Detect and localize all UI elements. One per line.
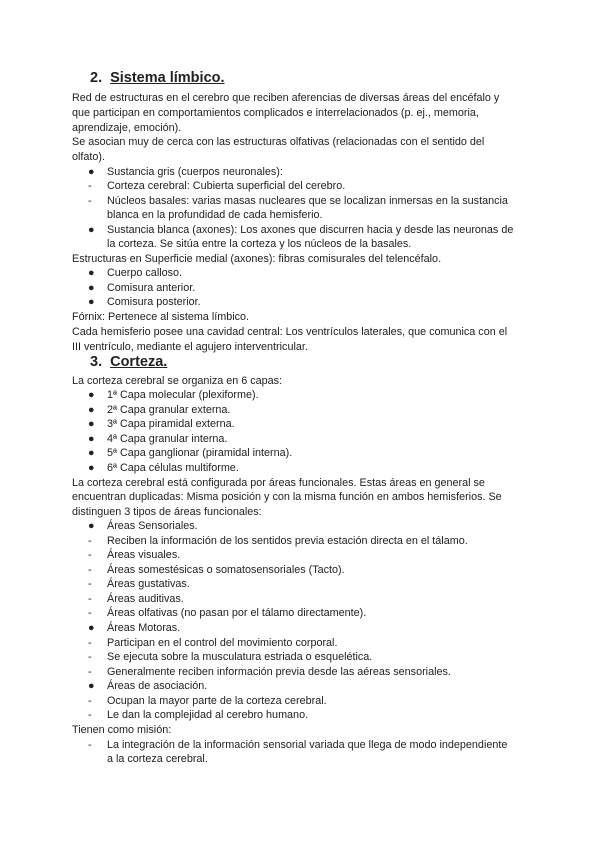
dash-marker: - bbox=[88, 666, 92, 678]
areas-intro-line: La corteza cerebral está configurada por áreas funcionales. Estas áreas en general se bbox=[72, 477, 485, 489]
list-item: 6ª Capa células multiforme. bbox=[107, 462, 239, 474]
dash-marker: - bbox=[88, 651, 92, 663]
list-item: Comisura anterior. bbox=[107, 282, 196, 294]
list-item: 4ª Capa granular interna. bbox=[107, 433, 228, 445]
medial-structures-line: Estructuras en Superficie medial (axones): fibras comisurales del telencéfalo. bbox=[72, 253, 442, 265]
intro-line: que participan en comportamientos complicados e interrelacionados (p. ej., memoria, bbox=[72, 107, 479, 119]
list-item: Áreas somestésicas o somatosensoriales (Tacto). bbox=[107, 564, 345, 576]
list-item-continuation: blanca en la profundidad de cada hemisferio. bbox=[107, 209, 323, 221]
list-item: Áreas auditivas. bbox=[107, 593, 184, 605]
fornix-line: Fórnix: Pertenece al sistema límbico. bbox=[72, 311, 250, 323]
bullet-marker: ● bbox=[88, 418, 95, 430]
list-item: 1ª Capa molecular (plexiforme). bbox=[107, 389, 259, 401]
list-item: Áreas olfativas (no pasan por el tálamo directamente). bbox=[107, 607, 367, 619]
list-item: 2ª Capa granular externa. bbox=[107, 404, 231, 416]
list-item: Comisura posterior. bbox=[107, 296, 201, 308]
dash-marker: - bbox=[88, 709, 92, 721]
bullet-marker: ● bbox=[88, 680, 95, 692]
section-3-title: Corteza. bbox=[110, 354, 168, 370]
section-2-heading bbox=[90, 70, 225, 86]
dash-marker: - bbox=[88, 607, 92, 619]
bullet-marker: ● bbox=[88, 462, 95, 474]
section-2-title: Sistema límbico. bbox=[110, 70, 225, 86]
layers-intro: La corteza cerebral se organiza en 6 capas: bbox=[72, 375, 283, 387]
bullet-marker: ● bbox=[88, 166, 95, 178]
dash-marker: - bbox=[88, 637, 92, 649]
dash-marker: - bbox=[88, 195, 92, 207]
list-item: Sustancia gris (cuerpos neuronales): bbox=[107, 166, 283, 178]
bullet-marker: ● bbox=[88, 296, 95, 308]
list-item: Áreas Sensoriales. bbox=[107, 520, 198, 532]
section-3-heading bbox=[90, 354, 167, 370]
bullet-marker: ● bbox=[88, 520, 95, 532]
list-item: Corteza cerebral: Cubierta superficial del cerebro. bbox=[107, 180, 346, 192]
list-item: Participan en el control del movimiento corporal. bbox=[107, 637, 338, 649]
section-3-number: 3. bbox=[90, 354, 103, 370]
olfactory-line: olfato). bbox=[72, 151, 106, 163]
bullet-marker: ● bbox=[88, 389, 95, 401]
dash-marker: - bbox=[88, 535, 92, 547]
dash-marker: - bbox=[88, 180, 92, 192]
list-item: Áreas gustativas. bbox=[107, 578, 190, 590]
dash-marker: - bbox=[88, 593, 92, 605]
list-item: Áreas Motoras. bbox=[107, 622, 181, 634]
dash-marker: - bbox=[88, 695, 92, 707]
dash-marker: - bbox=[88, 564, 92, 576]
dash-marker: - bbox=[88, 739, 92, 751]
list-item: Áreas de asociación. bbox=[107, 680, 208, 692]
bullet-marker: ● bbox=[88, 622, 95, 634]
cavity-line: Cada hemisferio posee una cavidad central: Los ventrículos laterales, que comunica con el bbox=[72, 326, 508, 338]
list-item-continuation: a la corteza cerebral. bbox=[107, 753, 208, 765]
bullet-marker: ● bbox=[88, 404, 95, 416]
olfactory-line: Se asocian muy de cerca con las estructuras olfativas (relacionadas con el sentido del bbox=[72, 136, 485, 148]
bullet-marker: ● bbox=[88, 267, 95, 279]
list-item: Núcleos basales: varias masas nucleares que se localizan inmersas en la sustancia bbox=[107, 195, 508, 207]
bullet-marker: ● bbox=[88, 433, 95, 445]
intro-line: aprendizaje, emoción). bbox=[72, 122, 182, 134]
intro-line: Red de estructuras en el cerebro que reciben aferencias de diversas áreas del encéfalo y bbox=[72, 92, 500, 104]
bullet-marker: ● bbox=[88, 224, 95, 236]
list-item: Ocupan la mayor parte de la corteza cerebral. bbox=[107, 695, 327, 707]
cavity-line: III ventrículo, mediante el agujero interventricular. bbox=[72, 341, 308, 353]
areas-intro-line: distinguen 3 tipos de áreas funcionales: bbox=[72, 506, 262, 518]
list-item: Se ejecuta sobre la musculatura estriada o esquelética. bbox=[107, 651, 373, 663]
list-item: 5ª Capa ganglionar (piramidal interna). bbox=[107, 447, 293, 459]
bullet-marker: ● bbox=[88, 282, 95, 294]
list-item: Generalmente reciben información previa desde las aéreas sensoriales. bbox=[107, 666, 451, 678]
dash-marker: - bbox=[88, 578, 92, 590]
list-item-continuation: la corteza. Se sitúa entre la corteza y los núcleos de la basales. bbox=[107, 238, 412, 250]
mission-intro: Tienen como misión: bbox=[72, 724, 172, 736]
list-item: Áreas visuales. bbox=[107, 549, 181, 561]
list-item: Reciben la información de los sentidos previa estación directa en el tálamo. bbox=[107, 535, 468, 547]
list-item: 3ª Capa piramidal externa. bbox=[107, 418, 235, 430]
bullet-marker: ● bbox=[88, 447, 95, 459]
section-2-number: 2. bbox=[90, 70, 103, 86]
list-item: Cuerpo calloso. bbox=[107, 267, 183, 279]
areas-intro-line: encuentran duplicadas: Misma posición y con la misma función en ambos hemisferios. Se bbox=[72, 491, 502, 503]
list-item: La integración de la información sensorial variada que llega de modo independiente bbox=[107, 739, 508, 751]
dash-marker: - bbox=[88, 549, 92, 561]
list-item: Le dan la complejidad al cerebro humano. bbox=[107, 709, 309, 721]
list-item: Sustancia blanca (axones): Los axones que discurren hacia y desde las neuronas de bbox=[107, 224, 514, 236]
